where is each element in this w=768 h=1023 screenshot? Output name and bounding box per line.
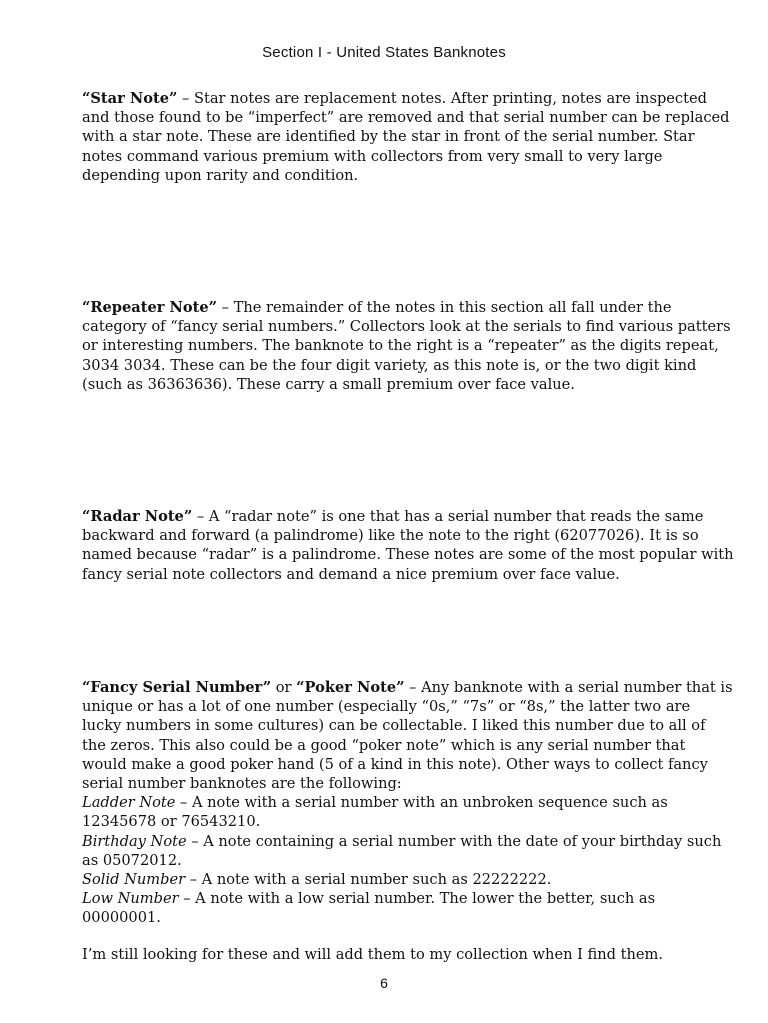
closing-text: I’m still looking for these and will add them to my collection when I find them. (82, 946, 664, 963)
term-poker-note: “Poker Note” (296, 679, 405, 696)
section-paragraph (82, 678, 734, 793)
sub-entry-birthday-note (82, 832, 734, 870)
term-star-note: “Star Note” (82, 90, 178, 107)
section-fancy-serial-number (82, 678, 734, 928)
term-fancy-serial-number: “Fancy Serial Number” (82, 679, 272, 696)
sub-entry-body: – A note with a serial number such as 22222222. (185, 871, 552, 889)
sub-entry-term: Solid Number (82, 871, 186, 889)
closing-paragraph (82, 945, 734, 964)
section-body: – Star notes are replacement notes. After printing, notes are inspected and those found to be “imperfect” are removed and that serial number can be replaced with a star note. These are identified by the star in front of the serial number. Star notes command various premium with collectors from very small to very large depending upon rarity and condition. (82, 90, 730, 184)
term-radar-note: “Radar Note” (82, 508, 193, 525)
page-header: Section I - United States Banknotes (262, 44, 506, 61)
section-star-note (82, 89, 734, 185)
sub-entry-body: – A note containing a serial number with the date of your birthday such as 05072012. (82, 832, 722, 869)
sub-entry-term: Low Number (82, 890, 179, 908)
sub-entry-body: – A note with a serial number with an unbroken sequence such as 12345678 or 76543210. (82, 794, 668, 831)
sub-entry-low-number (82, 889, 734, 927)
section-paragraph (82, 507, 734, 584)
section-repeater-note (82, 298, 734, 394)
section-body: – The remainder of the notes in this section all fall under the category of “fancy serial numbers.” Collectors look at the serials to find various patters or interesting numbers. The banknote to the right is a “repeater” as the digits repeat, 3034 3034. These can be the four digit variety, as this note is, or the two digit kind (such as 36363636). These carry a small premium over face value. (82, 299, 731, 393)
section-body: – A “radar note” is one that has a serial number that reads the same backward and forward (a palindrome) like the note to the right (62077026). It is so named because “radar” is a palindrome. These notes are some of the most popular with fancy serial note collectors and demand a nice premium over face value. (82, 508, 734, 583)
page-number: 6 (380, 975, 388, 991)
section-paragraph (82, 89, 734, 185)
sub-entry-body: – A note with a low serial number. The lower the better, such as 00000001. (82, 890, 656, 927)
sub-entry-term: Birthday Note (82, 832, 187, 850)
sub-entry-term: Ladder Note (82, 794, 176, 812)
sub-entry-ladder-note (82, 793, 734, 831)
section-radar-note (82, 507, 734, 584)
sub-entry-solid-number (82, 870, 734, 889)
term-repeater-note: “Repeater Note” (82, 299, 218, 316)
term-connector: or (271, 679, 297, 696)
section-paragraph (82, 298, 734, 394)
section-body: – Any banknote with a serial number that is unique or has a lot of one number (especially “0s,” “7s” or “8s,” the latter two are lucky numbers in some cultures) can be collectable. I liked this number due to all of the zeros. This also could be a good “poker note” which is any serial number that would make a good poker hand (5 of a kind in this note). Other ways to collect fancy serial number banknotes are the following: (82, 679, 733, 793)
